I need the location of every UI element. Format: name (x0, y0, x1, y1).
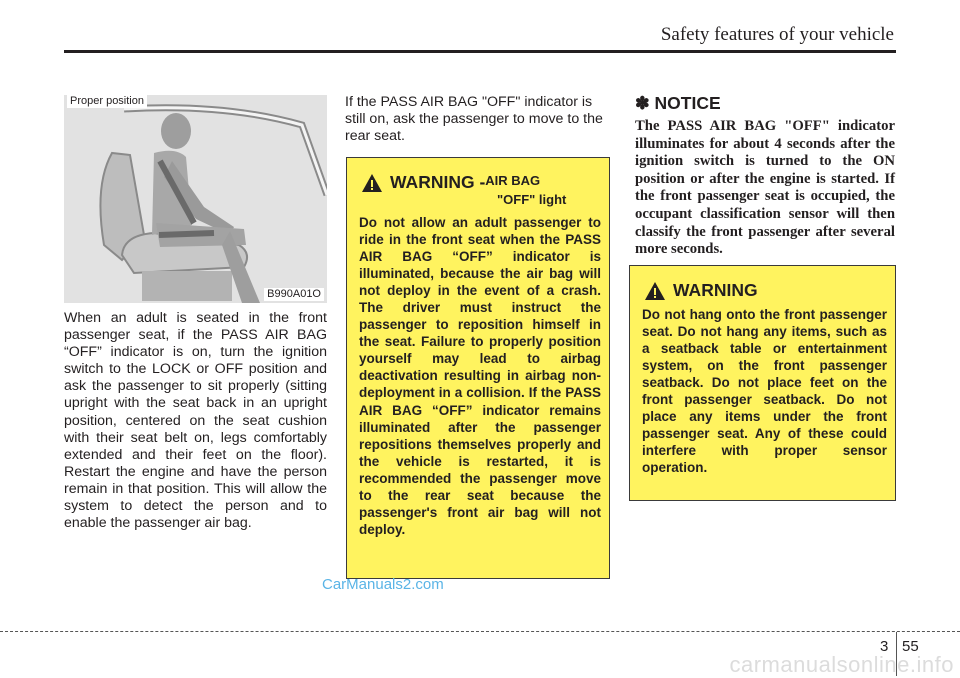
figure-code: B990A01O (264, 288, 324, 301)
notice-title: ✽ NOTICE (635, 93, 721, 113)
header-rule (64, 50, 896, 53)
section-title: Safety features of your vehicle (660, 24, 894, 45)
warning-subtitle-line2: "OFF" light (497, 192, 567, 207)
warning-body: Do not hang onto the front passenger seat. Do not hang any items, such as a seatback table or entertainment system, on the front passenger seatback. Do not place feet on the front passenger seatback. Do not place any items under the front passenger seat. Any of these could interfere with proper sensor operation. (642, 307, 887, 476)
seated-passenger-illustration (64, 95, 327, 303)
chapter-number: 3 (880, 638, 889, 655)
warning-heading (361, 172, 540, 193)
warning-body: Do not allow an adult passenger to ride in the front seat when the PASS AIR BAG “OFF” indicator is illuminated, because the air bag will not deploy in the event of a crash. The driver must instruct the passenger to reposition himself in the seat. Failure to properly position yourself may lead to airbag deactivation resulting in airbag non-deployment in a collision. If the PASS AIR BAG “OFF” indicator remains illuminated after the passenger repositions themselves properly and the vehicle is restarted, it is recommended the passenger move to the rear seat because the passenger's front air bag will not deploy. (359, 215, 601, 537)
airbag-off-warning-box (346, 157, 610, 579)
warning-triangle-icon (644, 281, 666, 301)
warning-subtitle: AIR BAG (485, 173, 541, 188)
warning-heading (644, 280, 758, 301)
adult-passenger-paragraph: When an adult is seated in the front passenger seat, if the PASS AIR BAG “OFF” indicator is on, turn the ignition switch to the LOCK or OFF position and ask the passenger to sit properly (sitting upright with the seat back in an upright position, centered on the seat cushion with their seat belt on, legs comfortably extended and their feet on the floor). Restart the engine and have the person remain in that position. This will allow the system to detect the person and to enable the passenger air bag. (64, 310, 327, 532)
figure-caption: Proper position (67, 95, 147, 108)
seating-position-figure (64, 95, 327, 303)
warning-triangle-icon (361, 173, 383, 193)
rear-seat-paragraph: If the PASS AIR BAG "OFF" indicator is still on, ask the passenger to move to the rear seat. (345, 94, 603, 145)
page-number: 55 (902, 638, 919, 655)
watermark-link[interactable]: CarManuals2.com (322, 576, 444, 593)
footer-rule (0, 631, 960, 632)
footer-site-watermark: carmanualsonline.info (729, 652, 954, 677)
warning-word: WARNING - (390, 172, 486, 192)
seatback-warning-box (629, 265, 896, 501)
notice-body: The PASS AIR BAG "OFF" indicator illuminates for about 4 seconds after the ignition switch is turned to the ON position or after the engine is started. If the front passenger seat is occupied, the occupant classification sensor will then classify the front passenger after several more seconds. (635, 118, 895, 258)
warning-word: WARNING (673, 280, 758, 300)
